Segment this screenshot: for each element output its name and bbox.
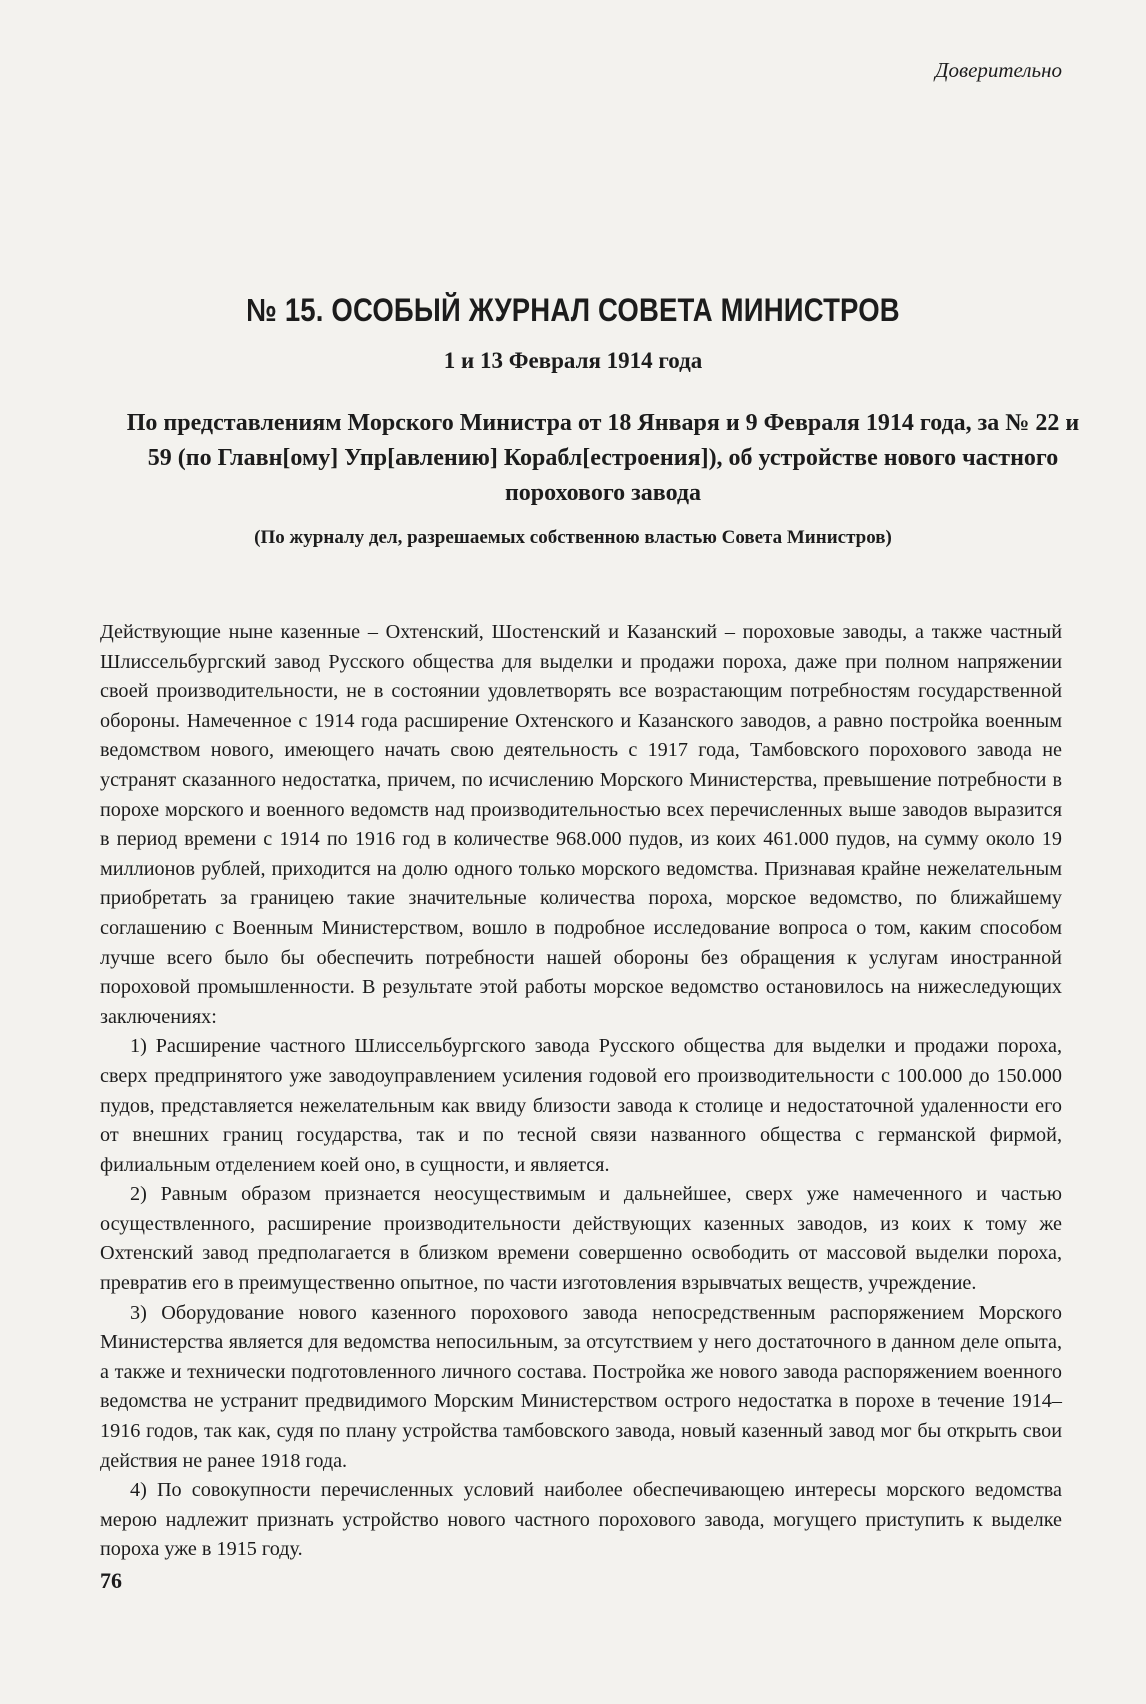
body-paragraph-item-2: 2) Равным образом признается неосуществимым и дальнейшее, сверх уже намеченного и частью осуществленного, расширение производительности действующих казенных заводов, из коих к тому же Охтенский завод предполагается в близком времени совершенно освободить от массовой выделки пороха, превратив его в преимущественно опытное, по части изготовления взрывчатых веществ, учреждение.: [100, 1183, 1062, 1295]
document-title: № 15. ОСОБЫЙ ЖУРНАЛ СОВЕТА МИНИСТРОВ: [246, 292, 900, 328]
document-subject: По представлениям Морского Министра от 18 Января и 9 Февраля 1914 года, за № 22 и 59 (по Главн[ому] Упр[авлению] Корабл[естроения]), об устройстве нового частного порохового завода: [126, 410, 1080, 506]
page-number: 76: [100, 1568, 122, 1593]
document-date: 1 и 13 Февраля 1914 года: [443, 348, 703, 373]
body-paragraph-item-4: 4) По совокупности перечисленных условий наиболее обеспечивающею интересы морского ведомства мерою надлежит признать устройство нового частного порохового завода, могущего приступить к выделке пороха уже в 1915 году.: [100, 1479, 1062, 1561]
document-note: (По журналу дел, разрешаемых собственною властью Совета Министров): [254, 527, 892, 548]
body-paragraph-item-3: 3) Оборудование нового казенного порохового завода непосредственным распоряжением Морского Министерства является для ведомства непосильным, за отсутствием у него достаточного в данном деле опыта, а также и технически подготовленного личного состава. Постройка же нового завода распоряжением военного ведомства не устранит предвидимого Морским Министерством острого недостатка в порохе в течение 1914–1916 годов, так как, судя по плану устройства тамбовского завода, новый казенный завод мог бы открыть свои действия не ранее 1918 года.: [100, 1301, 1062, 1472]
body-paragraph-item-1: 1) Расширение частного Шлиссельбургского завода Русского общества для выделки и продажи пороха, сверх предпринятого уже заводоуправлением усиления годовой его производительности с 100.000 до 150.000 пудов, представляется нежелательным как ввиду близости завода к столице и недостаточной удаленности его от внешних границ государства, так и по тесной связи названного общества с германской фирмой, филиальным отделением коей оно, в сущности, и является.: [100, 1035, 1062, 1176]
classification-mark: Доверительно: [935, 58, 1062, 82]
body-paragraph: Действующие ныне казенные – Охтенский, Шостенский и Казанский – пороховые заводы, а также частный Шлиссельбургский завод Русского общества для выделки и продажи пороха, даже при полном напряжении своей производительности, не в состоянии удовлетворять все возрастающим потребностям государственной обороны. Намеченное с 1914 года расширение Охтенского и Казанского заводов, а равно постройка военным ведомством нового, имеющего начать свою деятельность с 1917 года, Тамбовского порохового завода не устранят сказанного недостатка, причем, по исчислению Морского Министерства, превышение потребности в порохе морского и военного ведомств над производительностью всех перечисленных выше заводов выразится в период времени с 1914 по 1916 год в количестве 968.000 пудов, из коих 461.000 пудов, на сумму около 19 миллионов рублей, приходится на долю одного только морского ведомства. Признавая крайне нежелательным приобретать за границею такие значительные количества пороха, морское ведомство, по ближайшему соглашению с Военным Министерством, вошло в подробное исследование вопроса о том, каким способом лучше всего было бы обеспечить потребности нашей обороны без обращения к услугам иностранной пороховой промышленности. В результате этой работы морское ведомство остановилось на нижеследующих заключениях:: [100, 621, 1062, 1028]
document-body: [100, 618, 1062, 1565]
